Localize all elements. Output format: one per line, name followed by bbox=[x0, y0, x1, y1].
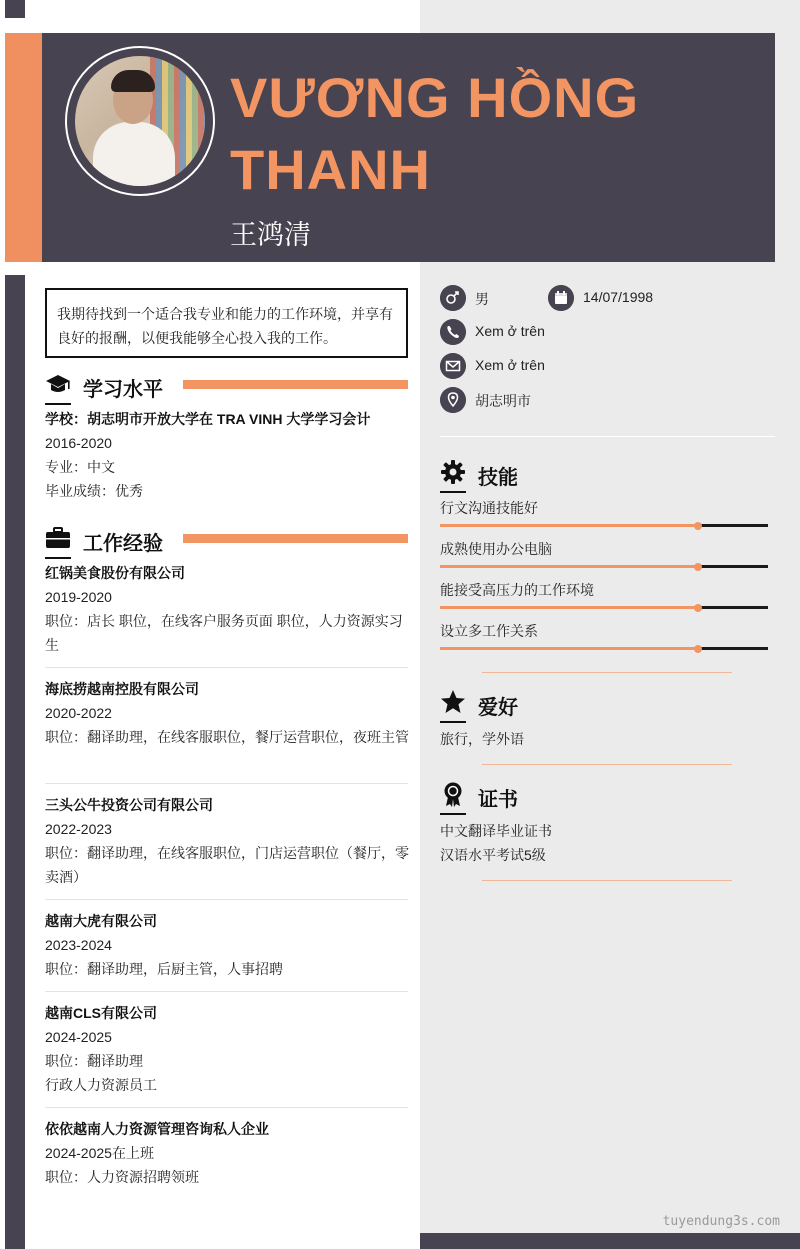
star-icon bbox=[440, 689, 466, 715]
career-objective: 我期待找到一个适合我专业和能力的工作环境，并享有良好的报酬，以便我能够全心投入我的工作。 bbox=[45, 288, 408, 358]
envelope-icon bbox=[440, 353, 466, 379]
header-accent-stripe bbox=[5, 33, 42, 262]
certificate-item: 汉语水平考试5级 bbox=[440, 847, 546, 863]
certificates-section-header bbox=[440, 781, 740, 815]
education-major: 专业：中文 bbox=[45, 459, 115, 475]
award-icon bbox=[440, 781, 466, 807]
bottom-accent-bar bbox=[420, 1233, 800, 1249]
job-years: 2019-2020 bbox=[45, 589, 112, 605]
skill-bar bbox=[440, 524, 768, 527]
job-description: 职位：店长 职位，在线客户服务页面 职位，人力资源实习生 bbox=[45, 613, 403, 653]
calendar-icon bbox=[548, 285, 574, 311]
job-years: 2023-2024 bbox=[45, 937, 112, 953]
job-divider bbox=[45, 1107, 408, 1108]
sidebar-divider bbox=[440, 436, 775, 437]
experience-title: 工作经验 bbox=[83, 533, 163, 555]
skill-label: 行文沟通技能好 bbox=[440, 500, 538, 516]
section-accent-bar bbox=[183, 534, 408, 543]
education-title: 学习水平 bbox=[83, 379, 163, 401]
sidebar-separator bbox=[482, 672, 732, 673]
job-company: 越南CLS有限公司 bbox=[45, 1005, 157, 1021]
phone-icon bbox=[440, 319, 466, 345]
section-accent-bar bbox=[183, 380, 408, 389]
profile-photo-frame bbox=[65, 46, 215, 196]
job-years: 2020-2022 bbox=[45, 705, 112, 721]
skill-label: 能接受高压力的工作环境 bbox=[440, 582, 594, 598]
map-pin-icon bbox=[440, 387, 466, 413]
phone-item bbox=[440, 319, 640, 345]
job-company: 红锅美食股份有限公司 bbox=[45, 565, 185, 581]
job-company: 依依越南人力资源管理咨询私人企业 bbox=[45, 1121, 269, 1137]
address-text: 胡志明市 bbox=[475, 393, 531, 409]
job-divider bbox=[45, 783, 408, 784]
job-years: 2024-2025 bbox=[45, 1029, 112, 1045]
gender-icon bbox=[440, 285, 466, 311]
job-description: 职位：翻译助理 bbox=[45, 1053, 143, 1069]
gender-item bbox=[440, 285, 540, 311]
address-item bbox=[440, 387, 640, 413]
skill-bar bbox=[440, 565, 768, 568]
email-item bbox=[440, 353, 640, 379]
full-name-line-2: THANH bbox=[230, 138, 431, 201]
briefcase-icon bbox=[45, 525, 71, 551]
dob-item bbox=[548, 285, 748, 311]
skill-label: 设立多工作关系 bbox=[440, 623, 538, 639]
email-text: Xem ở trên bbox=[475, 357, 545, 373]
hobbies-title: 爱好 bbox=[478, 697, 518, 719]
job-description: 职位：人力资源招聘领班 bbox=[45, 1169, 199, 1185]
job-divider bbox=[45, 667, 408, 668]
profile-photo bbox=[75, 56, 205, 186]
chinese-name: 王鸿清 bbox=[230, 220, 311, 251]
job-years: 2024-2025在上班 bbox=[45, 1145, 154, 1161]
sidebar-separator bbox=[482, 880, 732, 881]
graduation-cap-icon bbox=[45, 371, 71, 397]
hobbies-text: 旅行，学外语 bbox=[440, 731, 524, 747]
job-company: 海底捞越南控股有限公司 bbox=[45, 681, 199, 697]
resume-header bbox=[5, 33, 775, 262]
left-accent-bar-top bbox=[5, 0, 25, 18]
job-description: 职位：翻译助理，后厨主管，人事招聘 bbox=[45, 961, 283, 977]
job-divider bbox=[45, 899, 408, 900]
job-description: 行政人力资源员工 bbox=[45, 1077, 157, 1093]
skill-label: 成熟使用办公电脑 bbox=[440, 541, 552, 557]
job-years: 2022-2023 bbox=[45, 821, 112, 837]
certificate-item: 中文翻译毕业证书 bbox=[440, 823, 552, 839]
experience-section-header bbox=[45, 525, 408, 559]
sidebar-separator bbox=[482, 764, 732, 765]
education-years: 2016-2020 bbox=[45, 435, 112, 451]
gear-icon bbox=[440, 459, 466, 485]
gender-text: 男 bbox=[475, 291, 489, 307]
education-section-header bbox=[45, 371, 408, 405]
hobbies-section-header bbox=[440, 689, 740, 723]
job-company: 三头公牛投资公司有限公司 bbox=[45, 797, 213, 813]
certificates-title: 证书 bbox=[478, 789, 518, 811]
skills-title: 技能 bbox=[478, 467, 518, 489]
full-name-line-1: VƯƠNG HỒNG bbox=[230, 66, 640, 129]
watermark: tuyendung3s.com bbox=[662, 1214, 780, 1229]
skill-bar bbox=[440, 606, 768, 609]
job-divider bbox=[45, 991, 408, 992]
left-accent-bar bbox=[5, 275, 25, 1249]
education-grade: 毕业成绩：优秀 bbox=[45, 483, 143, 499]
job-company: 越南大虎有限公司 bbox=[45, 913, 157, 929]
skill-bar bbox=[440, 647, 768, 650]
job-description: 职位：翻译助理，在线客服职位，门店运营职位（餐厅，零卖酒） bbox=[45, 845, 409, 885]
skills-section-header bbox=[440, 459, 740, 493]
dob-text: 14/07/1998 bbox=[583, 289, 654, 305]
phone-text: Xem ở trên bbox=[475, 323, 545, 339]
education-school: 学校：胡志明市开放大学在 TRA VINH 大学学习会计 bbox=[45, 411, 371, 427]
job-description: 职位：翻译助理，在线客服职位，餐厅运营职位，夜班主管 bbox=[45, 729, 409, 745]
